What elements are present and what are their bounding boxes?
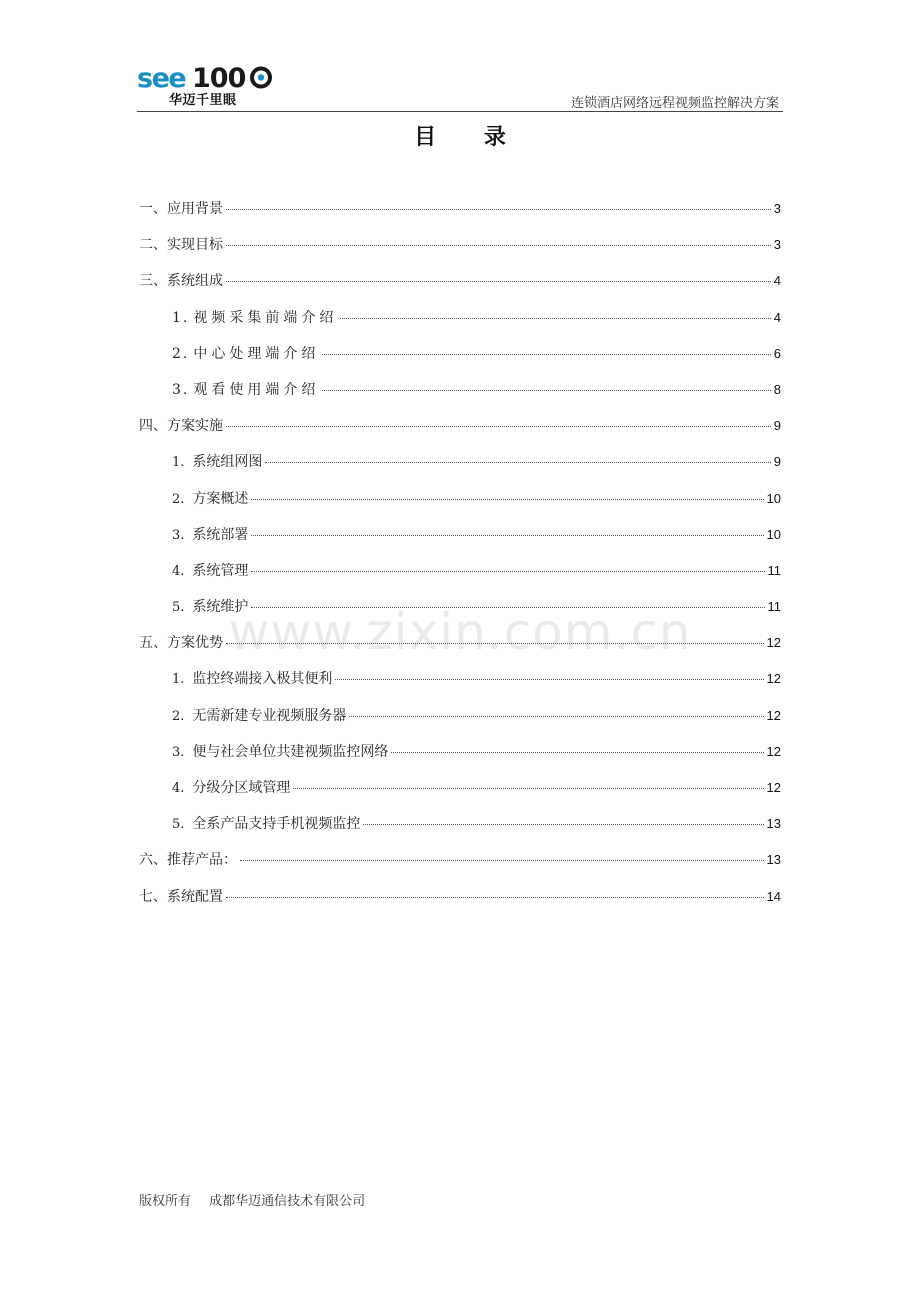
toc-entry-label: 分级分区域管理 — [192, 780, 291, 796]
document-title: 连锁酒店网络远程视频监控解决方案 — [570, 96, 779, 111]
toc-entry-page: 12 — [766, 671, 781, 687]
toc-dot-leader — [251, 499, 763, 500]
toc-entry-label: 无需新建专业视频服务器 — [192, 707, 347, 724]
toc-dot-leader — [251, 571, 764, 572]
toc-entry[interactable] — [139, 415, 781, 451]
toc-dot-leader — [226, 426, 771, 427]
toc-entry-page: 11 — [767, 562, 781, 578]
toc-entry-page: 4 — [773, 273, 781, 289]
toc-entry-page: 3 — [773, 237, 781, 253]
toc-entry[interactable] — [139, 741, 781, 777]
toc-entry-number: 4. — [172, 781, 185, 796]
toc-entry-page: 13 — [766, 852, 781, 868]
toc-entry-label: 系统配置 — [167, 888, 223, 905]
toc-entry-number: 3. — [172, 527, 185, 543]
toc-entry-label: 方案概述 — [192, 490, 249, 507]
toc-entry-number: 一、 — [139, 201, 167, 217]
toc-dot-leader — [349, 716, 763, 717]
toc-entry-number: 七、 — [139, 888, 167, 905]
toc-dot-leader — [240, 860, 764, 861]
toc-entry-page: 12 — [766, 743, 781, 759]
toc-dot-leader — [226, 281, 771, 282]
toc-entry[interactable] — [139, 524, 781, 560]
toc-dot-leader — [251, 535, 763, 536]
toc-entry-page: 11 — [767, 599, 781, 615]
toc-dot-leader — [322, 354, 770, 355]
toc-entry[interactable] — [139, 705, 781, 741]
toc-entry-label: 系统组成 — [167, 273, 223, 290]
svg-text:see: see — [137, 63, 186, 94]
toc-entry-page: 12 — [766, 635, 781, 651]
toc-entry[interactable] — [139, 596, 781, 632]
footer-copyright: 版权所有 — [139, 1194, 192, 1209]
toc-entry-label: 观看使用端介绍 — [193, 381, 320, 398]
toc-entry-page: 9 — [773, 454, 781, 470]
toc-entry-number: 4. — [172, 563, 185, 579]
toc-dot-leader — [322, 390, 770, 391]
table-of-contents — [139, 198, 781, 922]
toc-dot-leader — [226, 643, 764, 644]
toc-entry[interactable] — [139, 488, 781, 524]
toc-dot-leader — [251, 607, 764, 608]
toc-entry-label: 系统部署 — [192, 526, 249, 543]
toc-entry[interactable] — [139, 849, 781, 885]
toc-dot-leader — [226, 897, 764, 898]
toc-entry[interactable] — [139, 379, 781, 415]
toc-entry-number: 2. — [172, 345, 190, 362]
toc-entry-page: 9 — [773, 418, 781, 434]
toc-entry-number: 二、 — [139, 237, 167, 254]
toc-dot-leader — [340, 318, 770, 319]
toc-entry-label: 系统维护 — [192, 599, 249, 616]
toc-dot-leader — [293, 788, 763, 789]
toc-dot-leader — [226, 245, 771, 246]
toc-entry-label: 实现目标 — [167, 237, 223, 254]
svg-text:100: 100 — [192, 63, 246, 94]
toc-entry-page: 12 — [766, 707, 781, 723]
toc-entry-number: 2. — [172, 491, 185, 507]
toc-entry-number: 五、 — [139, 635, 167, 652]
toc-entry[interactable] — [139, 343, 781, 379]
toc-entry-label: 应用背景 — [167, 201, 223, 217]
toc-entry-page: 8 — [773, 381, 781, 397]
toc-entry[interactable] — [139, 777, 781, 813]
toc-entry[interactable] — [139, 668, 781, 704]
toc-entry[interactable] — [139, 560, 781, 596]
toc-dot-leader — [226, 209, 771, 210]
toc-entry[interactable] — [139, 886, 781, 922]
toc-entry-page: 10 — [766, 490, 781, 506]
toc-entry-page: 13 — [766, 816, 781, 832]
toc-entry-label: 便与社会单位共建视频监控网络 — [192, 743, 389, 760]
toc-dot-leader — [391, 752, 763, 753]
toc-entry-label: 监控终端接入极其便利 — [192, 671, 333, 688]
toc-entry[interactable] — [139, 307, 781, 343]
toc-entry-number: 5. — [172, 600, 185, 616]
toc-entry-page: 6 — [773, 345, 781, 361]
toc-entry-label: 推荐产品： — [167, 852, 237, 869]
footer-company: 成都华迈通信技术有限公司 — [209, 1194, 366, 1209]
header-divider — [137, 111, 783, 112]
toc-dot-leader — [363, 824, 763, 825]
toc-entry-number: 1. — [172, 672, 185, 688]
toc-entry-page: 3 — [773, 201, 781, 216]
toc-entry-number: 5. — [172, 817, 185, 833]
toc-entry-page: 14 — [766, 888, 781, 904]
toc-entry-number: 四、 — [139, 418, 167, 435]
toc-entry-number: 1. — [172, 309, 190, 326]
toc-entry-label: 方案实施 — [167, 418, 223, 435]
toc-entry-number: 3. — [172, 744, 185, 760]
toc-dot-leader — [265, 462, 770, 463]
toc-entry-number: 3. — [172, 381, 190, 398]
logo-subtext: 华迈千里眼 — [169, 93, 237, 108]
toc-entry-number: 六、 — [139, 852, 167, 869]
toc-entry-label: 视频采集前端介绍 — [193, 309, 338, 326]
toc-entry-number: 2. — [172, 708, 185, 724]
watermark: www.zixin.com.cn — [228, 603, 692, 661]
toc-entry-page: 12 — [766, 780, 781, 795]
toc-entry[interactable] — [139, 451, 781, 487]
toc-entry[interactable] — [139, 234, 781, 270]
toc-entry-label: 中心处理端介绍 — [193, 345, 320, 362]
toc-entry-number: 1. — [172, 455, 185, 471]
toc-entry-label: 全系产品支持手机视频监控 — [192, 816, 361, 833]
toc-entry-page: 4 — [773, 309, 781, 325]
toc-entry[interactable] — [139, 198, 781, 234]
toc-entry[interactable] — [139, 270, 781, 306]
toc-dot-leader — [335, 679, 763, 680]
toc-entry-label: 方案优势 — [167, 635, 223, 652]
toc-entry-number: 三、 — [139, 273, 167, 290]
toc-entry[interactable] — [139, 813, 781, 849]
toc-entry-label: 系统管理 — [192, 562, 249, 579]
page-header — [137, 60, 783, 112]
page-footer — [139, 1190, 365, 1209]
toc-entry-label: 系统组网图 — [192, 454, 263, 471]
toc-entry[interactable] — [139, 632, 781, 668]
toc-heading: 目 录 — [414, 125, 526, 150]
toc-entry-page: 10 — [766, 526, 781, 542]
